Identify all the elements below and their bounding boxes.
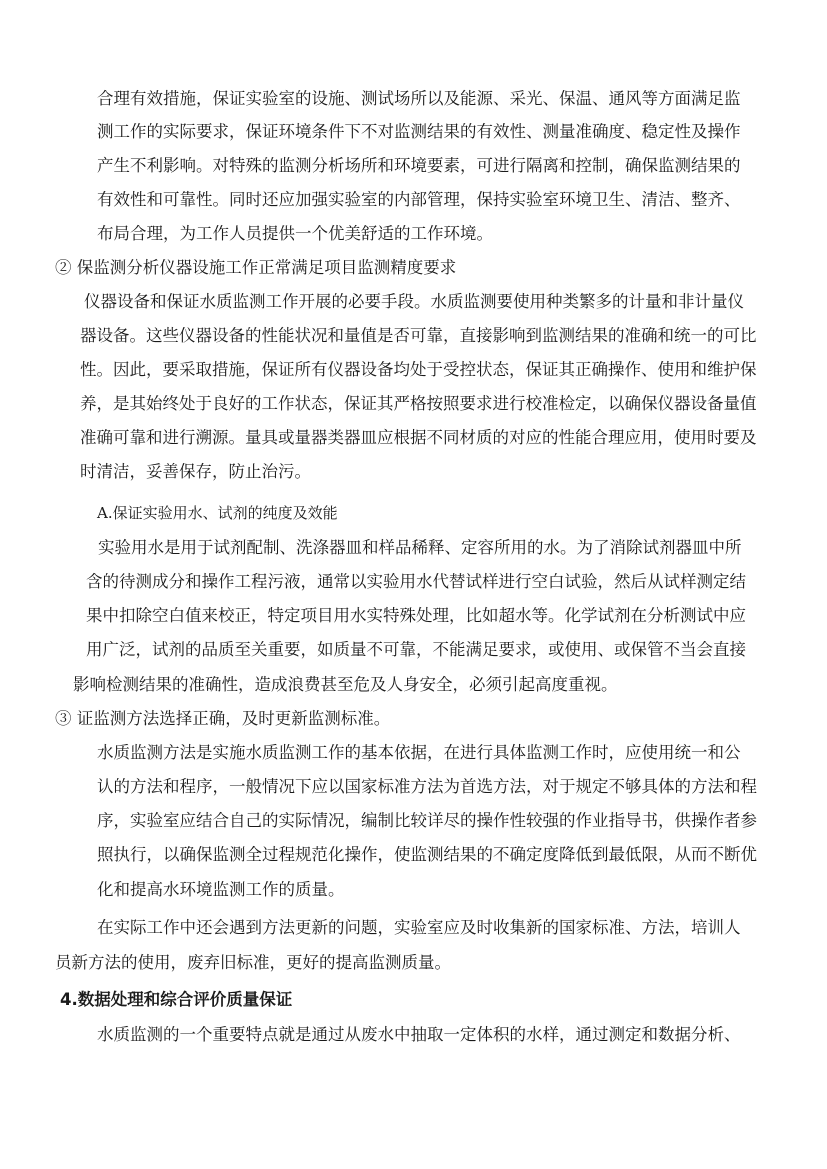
- paragraph-line: 水质监测的一个重要特点就是通过从废水中抽取一定体积的水样，通过测定和数据分析、: [97, 1025, 741, 1044]
- paragraph-line: 含的待测成分和操作工程污液，通常以实验用水代替试样进行空白试验，然后从试样测定结: [86, 572, 746, 591]
- paragraph-line: 影响检测结果的准确性，造成浪费甚至危及人身安全，必须引起高度重视。: [73, 675, 618, 694]
- paragraph-line: 合理有效措施，保证实验室的设施、测试场所以及能源、采光、保温、通风等方面满足监: [97, 89, 741, 108]
- paragraph-line: 性。因此，要采取措施，保证所有仪器设备均处于受控状态，保证其正确操作、使用和维护保: [80, 360, 757, 379]
- paragraph-line: 产生不利影响。对特殊的监测分析场所和环境要素，可进行隔离和控制，确保监测结果的: [97, 156, 741, 175]
- paragraph-line: 果中扣除空白值来校正，特定项目用水实特殊处理，比如超水等。化学试剂在分析测试中应: [86, 606, 746, 625]
- paragraph-line: 在实际工作中还会遇到方法更新的问题，实验室应及时收集新的国家标准、方法，培训人: [97, 918, 741, 937]
- subsection-heading: A.保证实验用水、试剂的纯度及效能: [97, 504, 338, 522]
- paragraph-line: 仪器设备和保证水质监测工作开展的必要手段。水质监测要使用种类繁多的计量和非计量仪: [84, 292, 744, 311]
- paragraph-line: 员新方法的使用，废弃旧标准，更好的提高监测质量。: [55, 953, 451, 972]
- section-heading: 4.数据处理和综合评价质量保证: [60, 990, 293, 1009]
- paragraph-line: 序，实验室应结合自己的实际情况，编制比较详尽的操作性较强的作业指导书，供操作者参: [97, 811, 757, 830]
- paragraph-line: 布局合理，为工作人员提供一个优美舒适的工作环境。: [97, 224, 493, 243]
- paragraph-line: 时清洁，妥善保存，防止治污。: [80, 462, 311, 481]
- list-item-heading: ② 保监测分析仪器设施工作正常满足项目监测精度要求: [55, 258, 457, 277]
- paragraph-line: 准确可靠和进行溯源。量具或量器类器皿应根据不同材质的对应的性能合理应用，使用时要及: [80, 428, 757, 447]
- paragraph-line: 器设备。这些仪器设备的性能状况和量值是否可靠，直接影响到监测结果的准确和统一的可比: [80, 326, 757, 345]
- paragraph-line: 认的方法和程序，一般情况下应以国家标准方法为首选方法，对于规定不够具体的方法和程: [97, 777, 757, 796]
- paragraph-line: 实验用水是用于试剂配制、洗涤器皿和样品稀释、定容所用的水。为了消除试剂器皿中所: [98, 538, 742, 557]
- paragraph-line: 测工作的实际要求，保证环境条件下不对监测结果的有效性、测量准确度、稳定性及操作: [97, 122, 741, 141]
- paragraph-line: 用广泛，试剂的品质至关重要，如质量不可靠，不能满足要求，或使用、或保管不当会直接: [86, 640, 746, 659]
- paragraph-line: 化和提高水环境监测工作的质量。: [97, 880, 345, 899]
- list-item-heading: ③ 证监测方法选择正确，及时更新监测标准。: [55, 709, 391, 728]
- paragraph-line: 照执行，以确保监测全过程规范化操作，使监测结果的不确定度降低到最低限，从而不断优: [97, 845, 757, 864]
- paragraph-line: 有效性和可靠性。同时还应加强实验室的内部管理，保持实验室环境卫生、清洁、整齐、: [97, 190, 741, 209]
- paragraph-line: 养，是其始终处于良好的工作状态，保证其严格按照要求进行校准检定，以确保仪器设备量值: [80, 394, 757, 413]
- paragraph-line: 水质监测方法是实施水质监测工作的基本依据，在进行具体监测工作时，应使用统一和公: [97, 743, 741, 762]
